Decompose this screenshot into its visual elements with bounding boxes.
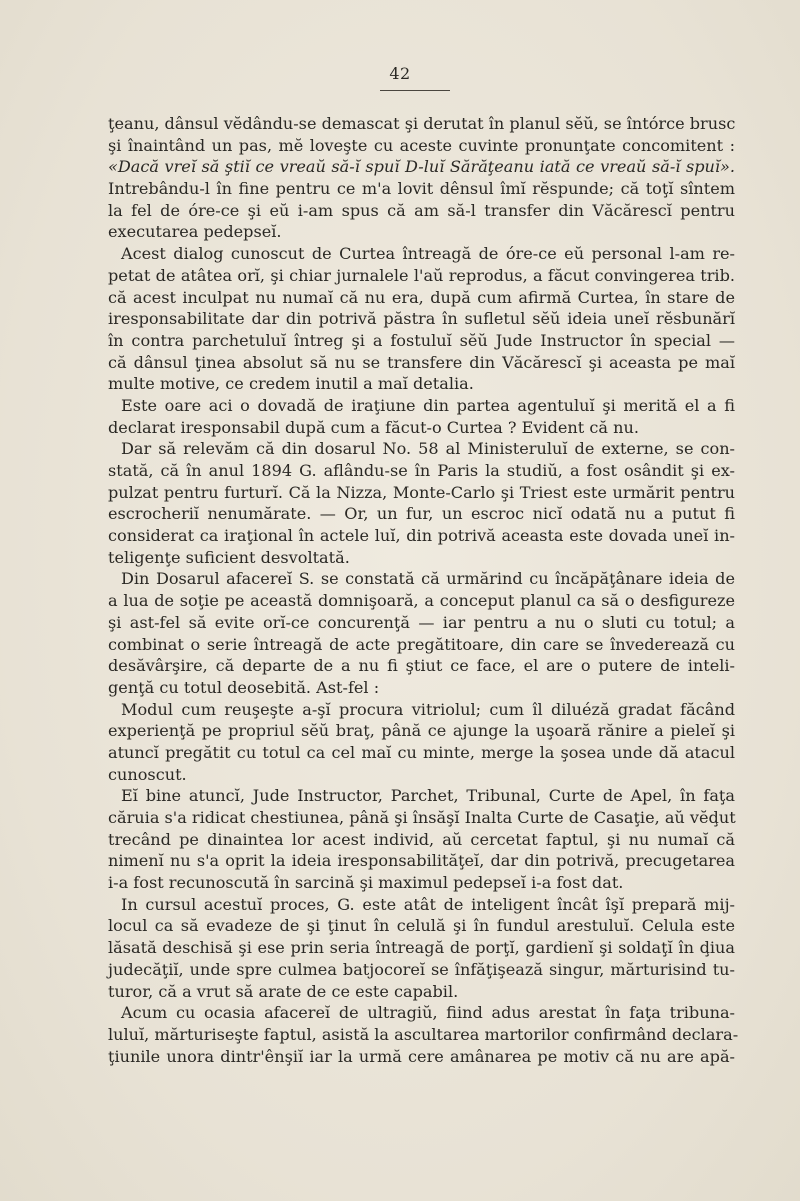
text-line: şi ast-fel să evite orĭ-ce concurenţă — iar pentru a nu o sluti cu totul; a bbox=[108, 612, 735, 632]
text-line: Dar să relevăm că din dosarul No. 58 al Ministeruluĭ de externe, se con- bbox=[121, 439, 735, 459]
header-rule bbox=[380, 90, 450, 91]
text-line: declarat iresponsabil după cum a făcut-o Curtea ? Evident că nu. bbox=[108, 417, 639, 437]
text-line: i-a fost recunoscută în sarcină şi maximul pedepseĭ i-a fost dat. bbox=[108, 873, 624, 893]
text-line: stată, că în anul 1894 G. aflându-se în Paris la studiŭ, a fost osândit şi ex- bbox=[108, 461, 735, 480]
text-line: Acest dialog cunoscut de Curtea întreagă de óre-ce eŭ personal l-am re- bbox=[121, 244, 735, 264]
text-line: combinat o serie întreagă de acte pregătitoare, din care se învederează cu bbox=[108, 634, 735, 654]
text-line: ţiunile unora dintr'ênşiĭ iar la urmă cere amânarea pe motiv că nu are apă- bbox=[108, 1046, 735, 1066]
text-line: pulzat pentru furturĭ. Că la Nizza, Monte-Carlo şi Triest este urmărit pentru bbox=[108, 482, 735, 502]
text-line: petat de atâtea orĭ, şi chiar jurnalele l'aŭ reprodus, a făcut convingerea trib. bbox=[108, 265, 735, 285]
text-line: executarea pedepseĭ. bbox=[108, 222, 282, 242]
text-line: teligenţe suficient desvoltată. bbox=[108, 547, 350, 567]
text-line: turor, că a vrut să arate de ce este capabil. bbox=[108, 981, 459, 1001]
text-line: a lua de soţie pe această domnişoară, a conceput planul ca să o desfigureze bbox=[108, 591, 735, 611]
text-line: Acum cu ocasia afacereĭ de ultragiŭ, fiind adus arestat în faţa tribuna- bbox=[121, 1003, 735, 1023]
text-line: considerat ca iraţional în actele luĭ, din potrivă aceasta este dovada uneĭ in- bbox=[108, 526, 735, 546]
text-line: Modul cum reuşeşte a-şĭ procura vitriolul; cum îl diluéză gradat făcând bbox=[121, 699, 735, 719]
page-number: 42 bbox=[389, 64, 411, 83]
text-line: «Dacă vreĭ să ştiĭ ce vreaŭ să-ĭ spuĭ D-luĭ Sărăţeanu iată ce vreaŭ să-ĭ spuĭ». bbox=[108, 157, 735, 177]
text-line: desăvârşire, că departe de a nu fi ştiut ce face, el are o putere de inteli- bbox=[108, 656, 735, 676]
text-line: iresponsabilitate dar din potrivă păstra în sufletul sĕŭ ideia uneĭ rĕsbunărĭ bbox=[108, 309, 735, 329]
text-line: locul ca să evadeze de şi ţinut în celulă şi în fundul arestuluĭ. Celula este bbox=[108, 916, 735, 936]
text-line: judecăţiĭ, unde spre culmea batjocoreĭ se înfăţişează singur, mărturisind tu- bbox=[108, 959, 735, 979]
text-line: Este oare aci o dovadă de iraţiune din partea agentuluĭ şi merită el a fi bbox=[121, 395, 735, 415]
text-line: nimenĭ nu s'a oprit la ideia iresponsabilităţeĭ, dar din potrivă, precugetarea bbox=[108, 851, 735, 871]
text-line: că dânsul ţinea absolut să nu se transfere din Văcărescĭ şi aceasta pe maĭ bbox=[108, 352, 735, 372]
text-line: genţă cu totul deosebită. Ast-fel : bbox=[108, 677, 380, 697]
text-line: trecând pe dinaintea lor acest individ, aŭ cercetat faptul, şi nu numaĭ că bbox=[108, 829, 735, 849]
text-line: în contra parchetuluĭ întreg şi a fostuluĭ sĕŭ Jude Instructor în special — bbox=[108, 330, 735, 350]
text-line: la fel de óre-ce şi eŭ i-am spus că am să-l transfer din Văcărescĭ pentru bbox=[108, 200, 735, 220]
text-line: atuncĭ pregătit cu totul ca cel maĭ cu minte, merge la şosea unde dă atacul bbox=[108, 742, 735, 762]
text-line: In cursul acestuĭ proces, G. este atât de inteligent încât îşĭ prepară mij- bbox=[121, 894, 735, 914]
text-line: Eĭ bine atuncĭ, Jude Instructor, Parchet, Tribunal, Curte de Apel, în faţa bbox=[121, 786, 735, 806]
text-line: lăsată deschisă şi ese prin seria întreagă de porţĭ, gardienĭ şi soldaţĭ în ḑiua bbox=[108, 938, 735, 958]
text-line: ţeanu, dânsul vĕdându-se demascat şi derutat în planul sĕŭ, se întórce brusc bbox=[108, 114, 736, 133]
text-line: cunoscut. bbox=[108, 764, 187, 784]
text-line: multe motive, ce credem inutil a maĭ detalia. bbox=[108, 374, 474, 394]
text-line: escrocheriĭ nenumărate. — Or, un fur, un escroc nicĭ odată nu a putut fi bbox=[108, 504, 735, 524]
body-text bbox=[108, 113, 739, 1067]
text-line: şi înaintând un pas, mĕ loveşte cu aceste cuvinte pronunţate concomitent : bbox=[108, 135, 735, 155]
text-line: luluĭ, mărturiseşte faptul, asistă la ascultarea martorilor confirmând declara- bbox=[108, 1024, 739, 1044]
text-line: Din Dosarul afacereĭ S. se constată că urmărind cu încăpăţânare ideia de bbox=[121, 569, 735, 589]
text-line: experienţă pe propriul sĕŭ braţ, până ce ajunge la uşoară rănire a pieleĭ şi bbox=[108, 721, 735, 741]
text-line: căruia s'a ridicat chestiunea, până şi însăşĭ Inalta Curte de Casaţie, aŭ vĕḑut bbox=[108, 808, 736, 827]
text-line: că acest inculpat nu numaĭ că nu era, după cum afirmă Curtea, în stare de bbox=[108, 287, 735, 307]
text-line: Intrebându-l în fine pentru ce m'a lovit dênsul îmĭ rĕspunde; că toţĭ sîntem bbox=[108, 179, 735, 199]
